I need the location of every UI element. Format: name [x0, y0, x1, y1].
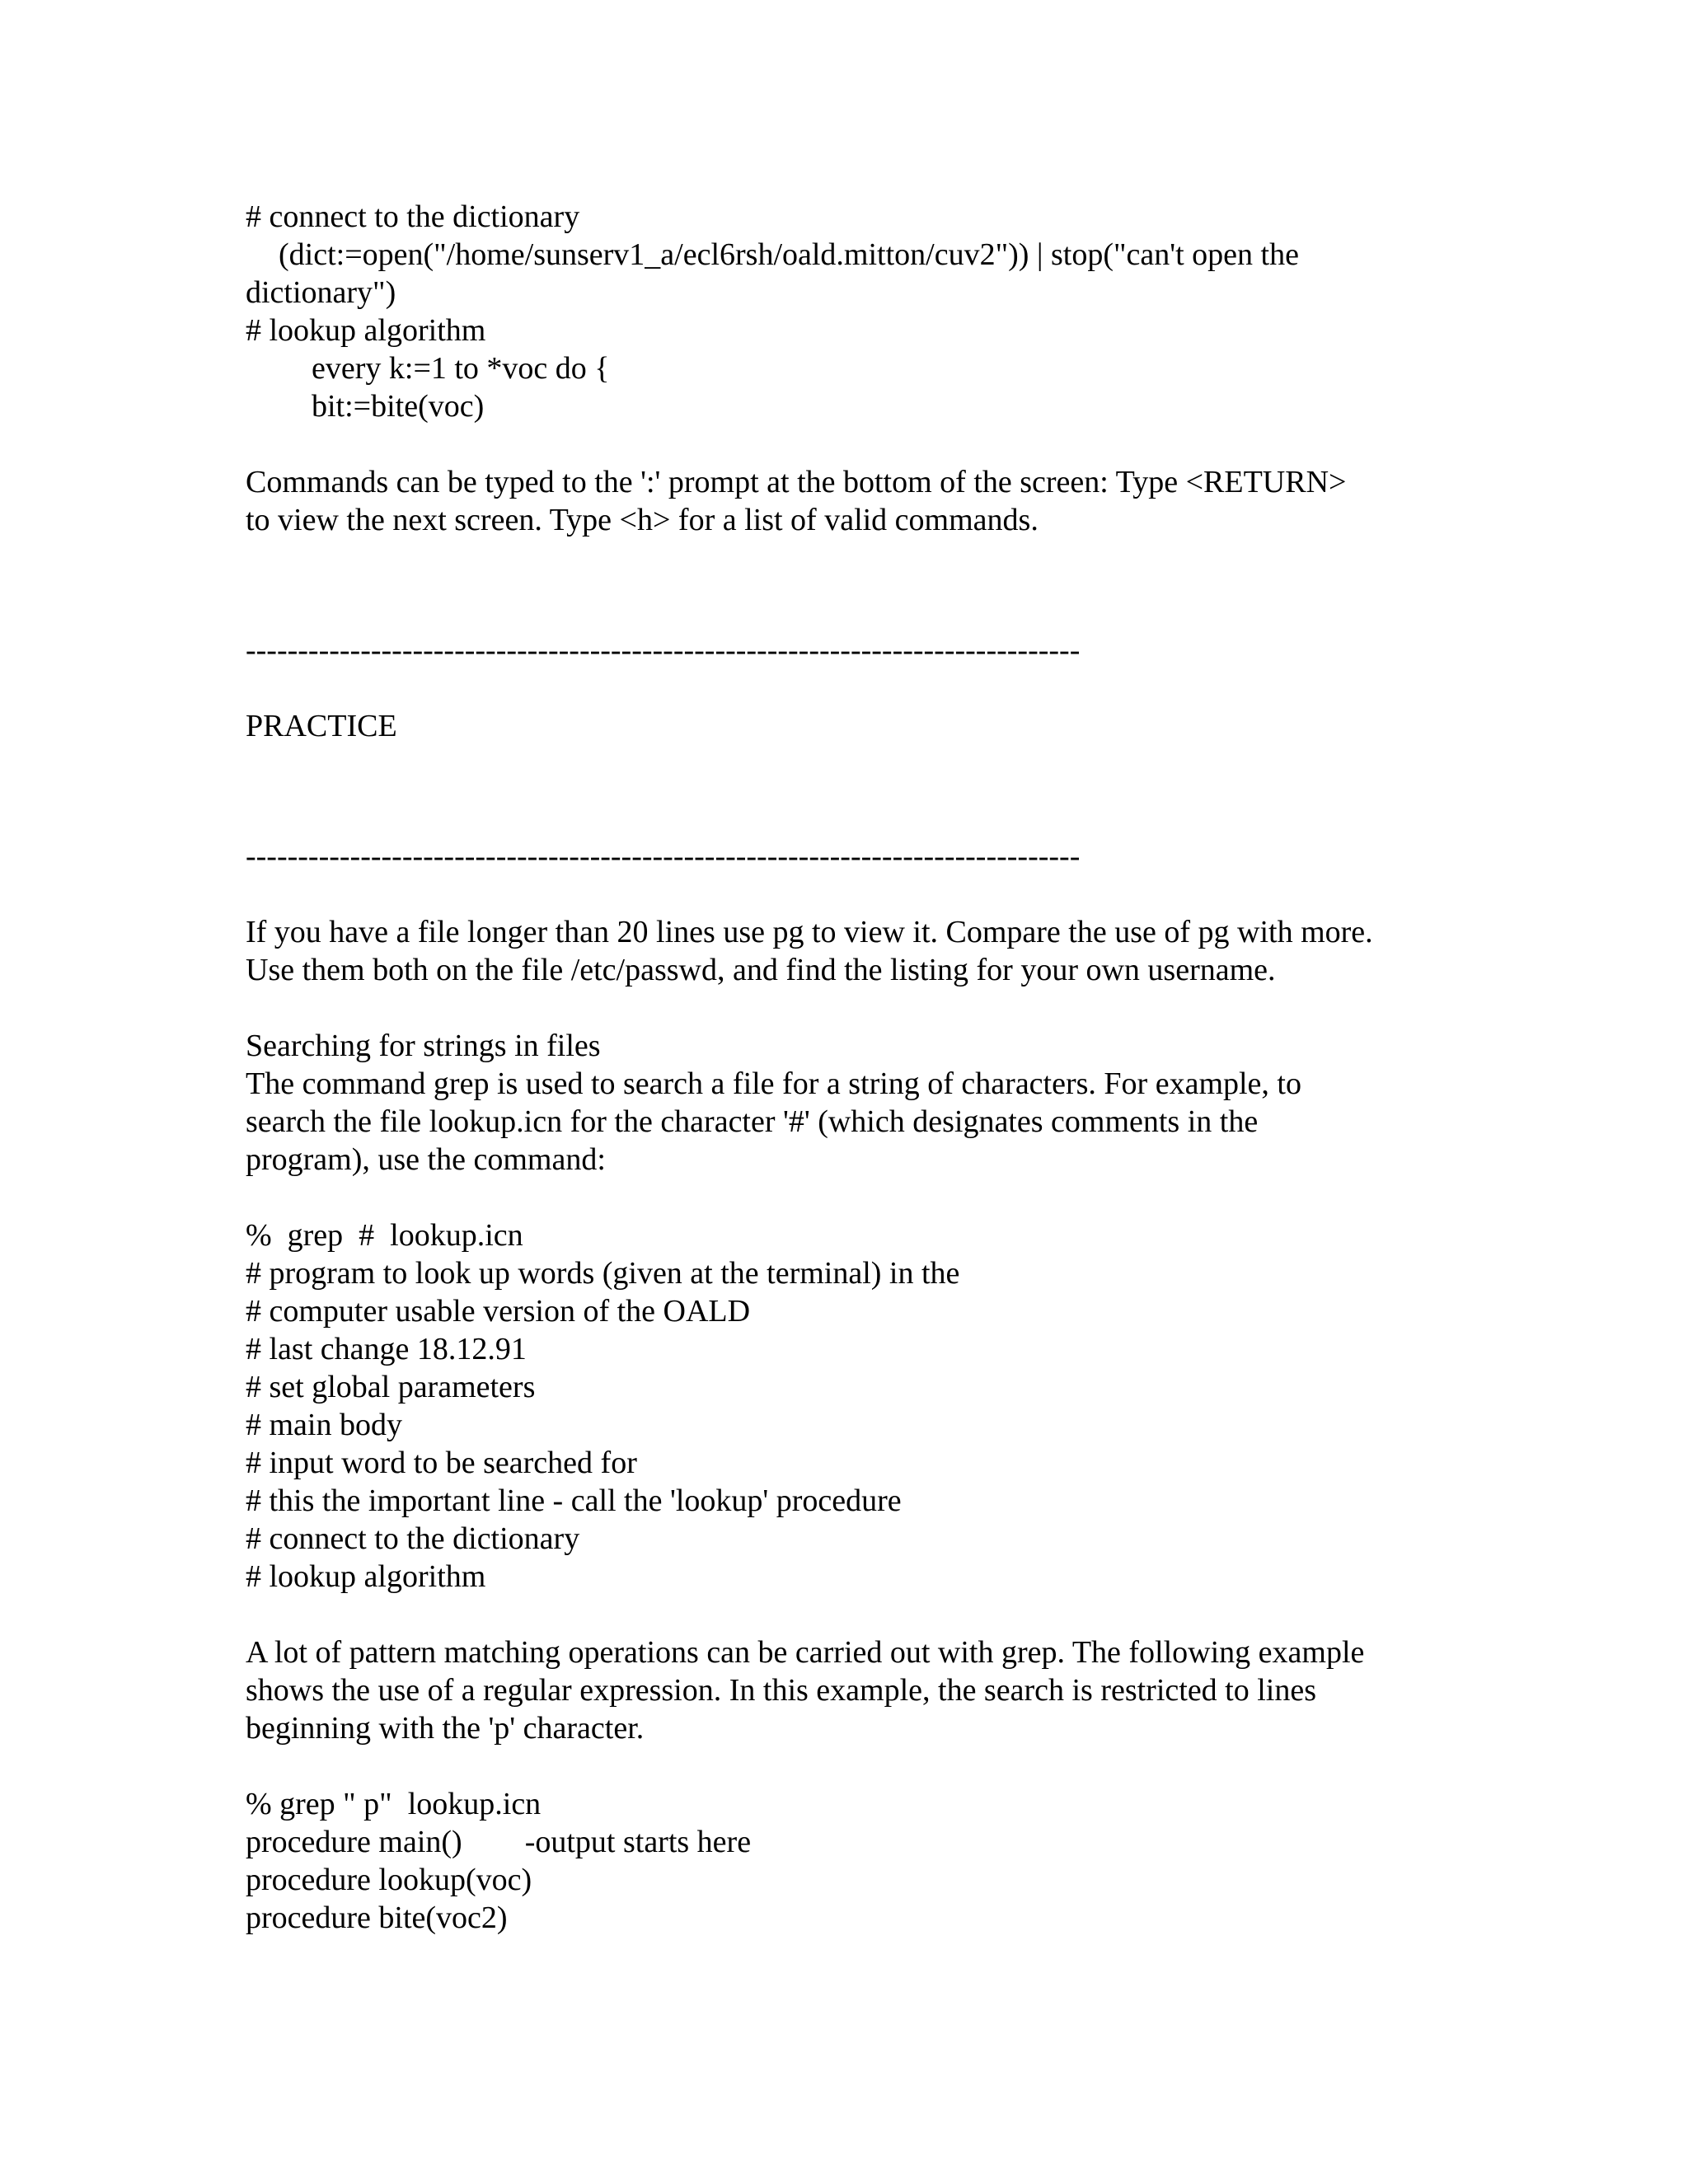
text-line: to view the next screen. Type <h> for a list of valid commands. — [246, 503, 1039, 537]
regex-output-line: procedure lookup(voc) — [246, 1863, 532, 1897]
grep-output-line: # input word to be searched for — [246, 1446, 637, 1480]
text-line: Commands can be typed to the ':' prompt at the bottom of the screen: Type <RETURN> — [246, 465, 1347, 499]
grep-output-line: # computer usable version of the OALD — [246, 1294, 751, 1329]
text-line: shows the use of a regular expression. In this example, the search is restricted to lines — [246, 1673, 1317, 1708]
practice-paragraph — [246, 913, 1465, 989]
text-line: beginning with the 'p' character. — [246, 1711, 645, 1746]
grep-section — [246, 1027, 1465, 1596]
grep-output-line: # last change 18.12.91 — [246, 1332, 527, 1366]
code-line: # connect to the dictionary — [246, 199, 580, 234]
grep-output-line: # main body — [246, 1408, 402, 1442]
code-line: dictionary") — [246, 275, 396, 310]
grep-output-line: # program to look up words (given at the terminal) in the — [246, 1256, 960, 1291]
regex-output-line: procedure main() -output starts here — [246, 1825, 752, 1859]
regex-command: % grep " p" lookup.icn — [246, 1787, 542, 1821]
text-line: If you have a file longer than 20 lines use pg to view it. Compare the use of pg with more. — [246, 915, 1373, 949]
code-block-dictionary — [246, 198, 1465, 425]
code-line: every k:=1 to *voc do { — [312, 351, 610, 386]
grep-output-line: # set global parameters — [246, 1370, 536, 1404]
code-line: bit:=bite(voc) — [312, 389, 485, 424]
grep-output-line: # connect to the dictionary — [246, 1521, 580, 1556]
text-line: program), use the command: — [246, 1142, 606, 1177]
grep-output-line: # this the important line - call the 'lookup' procedure — [246, 1483, 902, 1518]
section-heading-practice: PRACTICE — [246, 709, 397, 743]
subheading-searching: Searching for strings in files — [246, 1029, 601, 1063]
document-page — [246, 198, 1465, 1937]
commands-note — [246, 463, 1465, 539]
regex-output-line: procedure bite(voc2) — [246, 1900, 508, 1935]
code-line: (dict:=open("/home/sunserv1_a/ecl6rsh/oald.mitton/cuv2")) | stop("can't open the — [279, 237, 1299, 272]
dashed-rule-top: -------------------------------------------------------------------------------- — [246, 633, 1081, 668]
text-line: A lot of pattern matching operations can be carried out with grep. The following example — [246, 1635, 1365, 1670]
text-line: search the file lookup.icn for the character '#' (which designates comments in the — [246, 1104, 1259, 1139]
grep-output-line: # lookup algorithm — [246, 1559, 486, 1594]
code-line: # lookup algorithm — [246, 313, 486, 348]
text-line: The command grep is used to search a file for a string of characters. For example, to — [246, 1066, 1301, 1101]
text-line: Use them both on the file /etc/passwd, and find the listing for your own username. — [246, 953, 1276, 987]
grep-command: % grep # lookup.icn — [246, 1218, 523, 1253]
regex-section — [246, 1633, 1465, 1937]
dashed-rule-bottom: -------------------------------------------------------------------------------- — [246, 839, 1081, 874]
